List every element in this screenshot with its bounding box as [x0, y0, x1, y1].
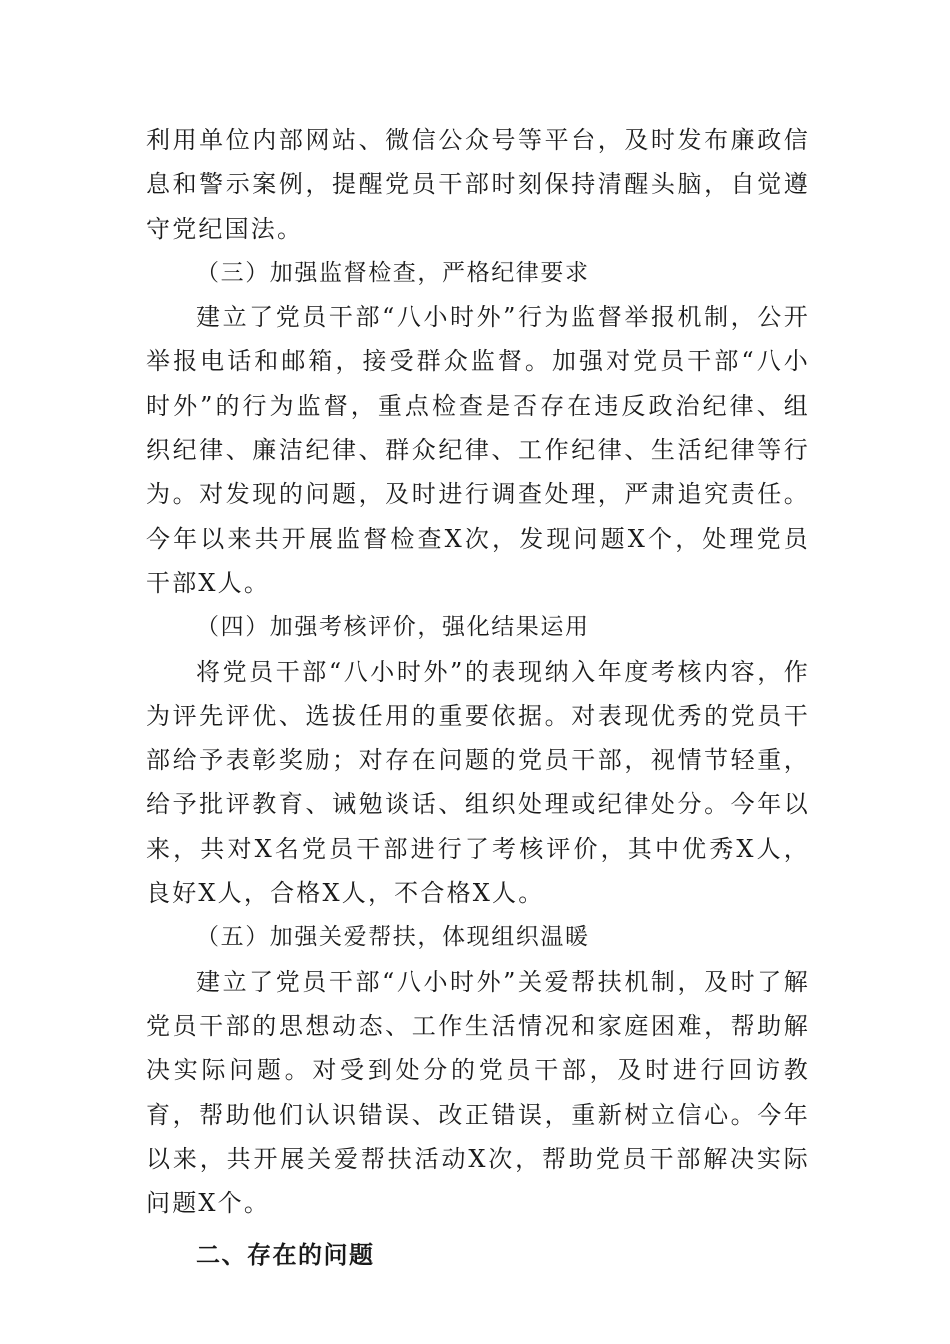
subheading-supervision: （三）加强监督检查，严格纪律要求: [196, 259, 590, 286]
body-paragraph: 建立了党员干部“八小时外”关爱帮扶机制，及时了解党员干部的思想动态、工作生活情况和家庭困难，帮助解决实际问题。对受到处分的党员干部，及时进行回访教育，帮助他们认识错误、改正错误，重新树立信心。今年以来，共开展关爱帮扶活动X次，帮助党员干部解决实际问题X个。: [146, 967, 810, 1218]
body-paragraph: 利用单位内部网站、微信公众号等平台，及时发布廉政信息和警示案例，提醒党员干部时刻保持清醒头脑，自觉遵守党纪国法。: [146, 126, 810, 243]
document-page: [146, 118, 810, 1281]
body-paragraph: 将党员干部“八小时外”的表现纳入年度考核内容，作为评先评优、选拔任用的重要依据。对表现优秀的党员干部给予表彰奖励；对存在问题的党员干部，视情节轻重，给予批评教育、诫勉谈话、组织处理或纪律处分。今年以来，共对X名党员干部进行了考核评价，其中优秀X人，良好X人，合格X人，不合格X人。: [146, 657, 810, 908]
subheading-assessment: （四）加强考核评价，强化结果运用: [196, 614, 590, 641]
body-paragraph: 建立了党员干部“八小时外”行为监督举报机制，公开举报电话和邮箱，接受群众监督。加强对党员干部“八小时外”的行为监督，重点检查是否存在违反政治纪律、组织纪律、廉洁纪律、群众纪律、工作纪律、生活纪律等行为。对发现的问题，及时进行调查处理，严肃追究责任。今年以来共开展监督检查X次，发现问题X个，处理党员干部X人。: [146, 303, 810, 597]
subheading-care-support: （五）加强关爱帮扶，体现组织温暖: [196, 924, 590, 951]
section-heading-problems: 二、存在的问题: [196, 1241, 375, 1270]
